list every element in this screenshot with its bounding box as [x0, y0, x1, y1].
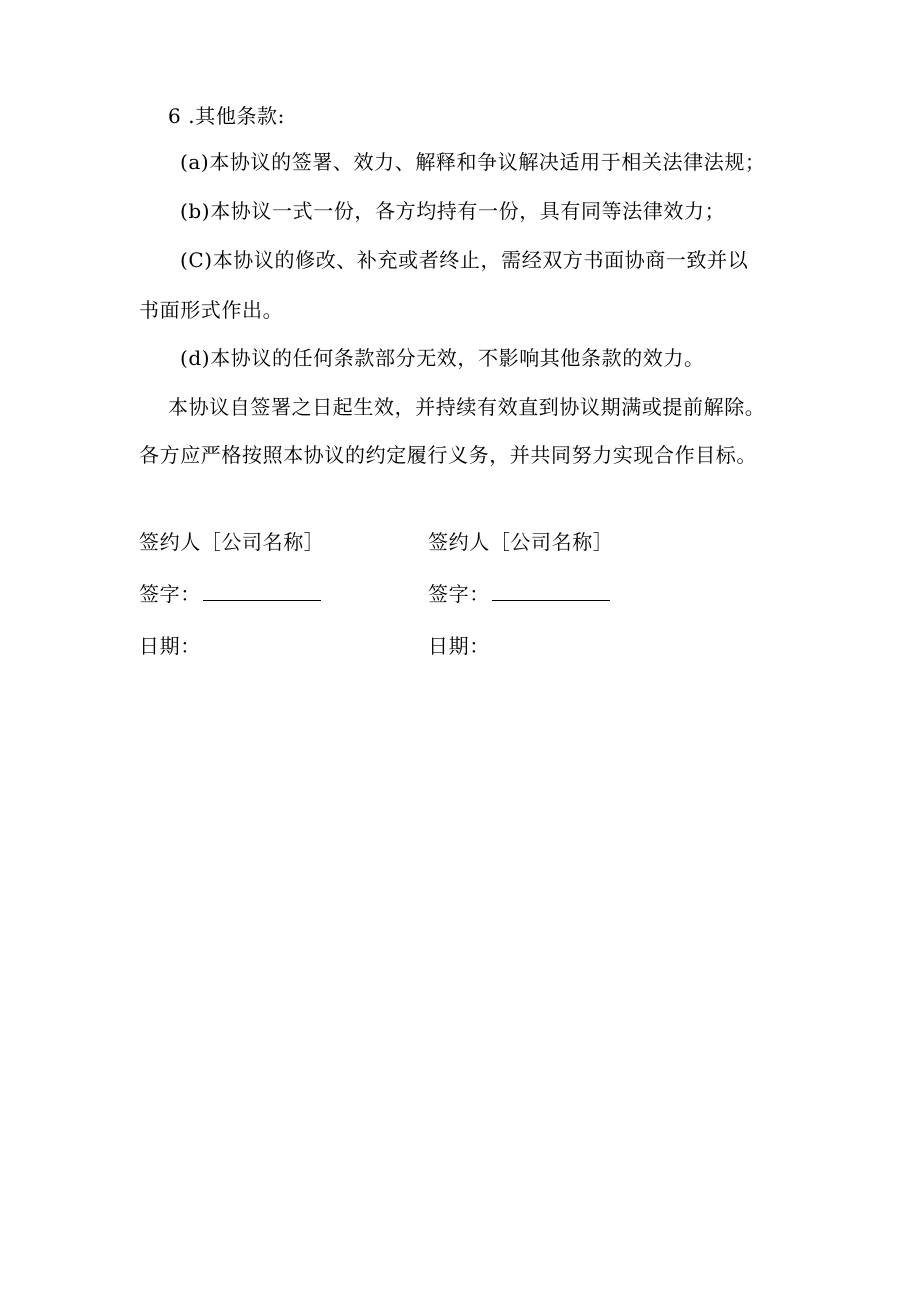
- clause-c-line-1: (C)本协议的修改、补充或者终止，需经双方书面协商一致并以: [180, 248, 749, 272]
- signature-blank: [203, 582, 321, 601]
- date-label: 日期：: [428, 634, 490, 658]
- signer-label: 签约人［公司名称］: [139, 530, 325, 554]
- clause-d: (d)本协议的任何条款部分无效，不影响其他条款的效力。: [180, 346, 705, 370]
- clause-c-line-2: 书面形式作出。: [139, 298, 284, 322]
- signature-blank: [492, 582, 610, 601]
- signature-line: [139, 580, 321, 608]
- signature-label: 签字：: [428, 582, 490, 606]
- clause-b: (b)本协议一式一份，各方均持有一份，具有同等法律效力；: [180, 199, 726, 223]
- date-label: 日期：: [139, 634, 201, 658]
- closing-paragraph-line-1: 本协议自签署之日起生效，并持续有效直到协议期满或提前解除。: [168, 395, 766, 419]
- clause-a: (a)本协议的签署、效力、解释和争议解决适用于相关法律法规；: [180, 150, 766, 174]
- closing-paragraph-line-2: 各方应严格按照本协议的约定履行义务，并共同努力实现合作目标。: [139, 443, 757, 467]
- signer-label: 签约人［公司名称］: [428, 530, 614, 554]
- signature-label: 签字：: [139, 582, 201, 606]
- signature-line: [428, 580, 610, 608]
- section-heading: 6 .其他条款:: [168, 104, 285, 128]
